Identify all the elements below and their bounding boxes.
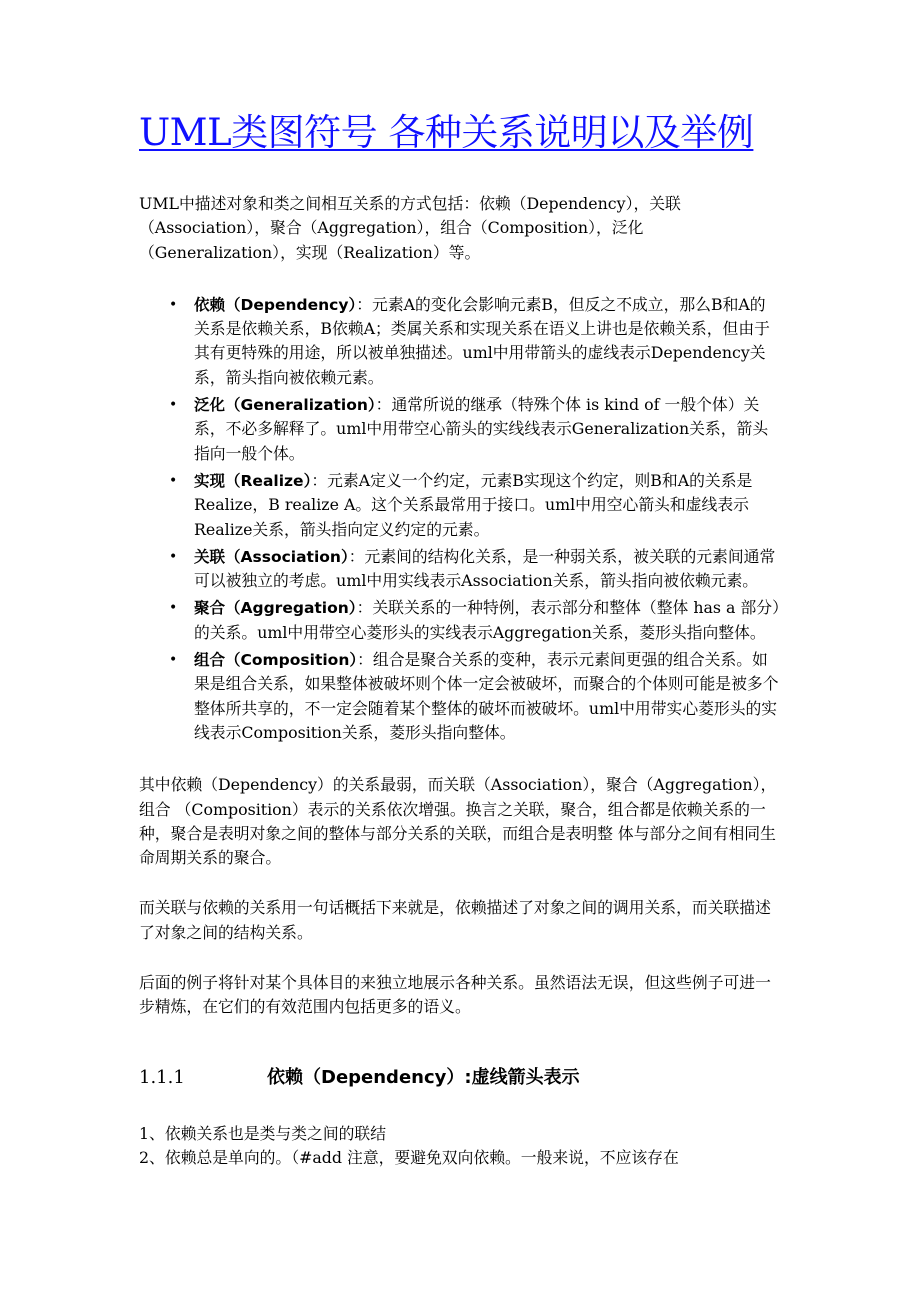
bullet-icon: • <box>169 472 178 489</box>
numbered-item: 1、依赖关系也是类与类之间的联结 <box>139 1123 387 1143</box>
relation-text: ：元素A定义一个约定，元素B实现这个约定，则B和A的关系是Realize，B realize A。这个关系最常用于接口。uml中用空心箭头和虚线表示Realize关系，箭头指向定义约定的元素。 <box>194 470 753 539</box>
section-title: 依赖（Dependency）:虚线箭头表示 <box>267 1066 580 1088</box>
page-title <box>139 108 780 158</box>
examples-note-paragraph: 后面的例子将针对某个具体目的来独立地展示各种关系。虽然语法无误，但这些例子可进一步精炼，在它们的有效范围内包括更多的语义。 <box>139 973 771 1017</box>
relation-term: 组合（Composition） <box>194 651 358 670</box>
relation-text: ：组合是聚合关系的变种，表示元素间更强的组合关系。如果是组合关系，如果整体被破坏则个体一定会被破坏，而聚合的个体则可能是被多个整体所共享的，不一定会随着某个整体的破坏而被破坏。uml中用带实心菱形头的实线表示Composition关系，菱形头指向整体。 <box>194 650 779 742</box>
summary-paragraph: 其中依赖（Dependency）的关系最弱，而关联（Association），聚合（Aggregation），组合 （Composition）表示的关系依次增强。换言之关联，聚合，组合都是依赖关系的一种，聚合是表明对象之间的整体与部分关系的关联，而组合是表明整 体与部分之间有相同生命周期关系的聚合。 <box>139 775 777 868</box>
title-link[interactable]: UML类图符号 各种关系说明以及举例 <box>139 111 754 154</box>
list-item <box>169 293 780 390</box>
list-item <box>169 596 780 645</box>
relation-text: ：关联关系的一种特例，表示部分和整体（整体 has a 部分）的关系。uml中用带空心菱形头的实线表示Aggregation关系，菱形头指向整体。 <box>194 598 780 642</box>
numbered-item: 2、依赖总是单向的。（#add 注意，要避免双向依赖。一般来说，不应该存在 <box>139 1147 679 1167</box>
relation-term: 关联（Association） <box>194 547 349 566</box>
relation-term: 依赖（Dependency） <box>194 295 357 314</box>
list-item <box>169 648 780 745</box>
list-item <box>169 545 780 594</box>
bullet-icon: • <box>169 600 178 617</box>
intro-paragraph: UML中描述对象和类之间相互关系的方式包括：依赖（Dependency），关联（Association），聚合（Aggregation），组合（Composition），泛化（Generalization），实现（Realization）等。 <box>139 194 681 262</box>
relation-term: 实现（Realize） <box>194 471 312 490</box>
relation-term: 聚合（Aggregation） <box>194 599 357 618</box>
bullet-icon: • <box>169 652 178 669</box>
section-heading <box>139 1064 780 1092</box>
relation-text: ：元素A的变化会影响元素B，但反之不成立，那么B和A的关系是依赖关系，B依赖A；类属关系和实现关系在语义上讲也是依赖关系，但由于其有更特殊的用途，所以被单独描述。uml中用带箭头的虚线表示Dependency关系，箭头指向被依赖元素。 <box>194 294 770 387</box>
relations-list <box>139 293 780 745</box>
relation-text: ：通常所说的继承（特殊个体 is kind of 一般个体）关系，不必多解释了。uml中用带空心箭头的实线线表示Generalization关系，箭头指向一般个体。 <box>194 395 769 463</box>
association-vs-dependency-paragraph: 而关联与依赖的关系用一句话概括下来就是，依赖描述了对象之间的调用关系，而关联描述了对象之间的结构关系。 <box>139 898 771 942</box>
section-number: 1.1.1 <box>139 1066 185 1088</box>
list-item <box>169 393 780 466</box>
bullet-icon: • <box>169 397 178 414</box>
bullet-icon: • <box>169 548 178 565</box>
relation-term: 泛化（Generalization） <box>194 396 376 415</box>
bullet-icon: • <box>169 296 178 313</box>
numbered-list <box>139 1122 780 1171</box>
relation-text: ：元素间的结构化关系，是一种弱关系，被关联的元素间通常可以被独立的考虑。uml中用实线表示Association关系，箭头指向被依赖元素。 <box>194 546 776 591</box>
list-item <box>169 469 780 542</box>
